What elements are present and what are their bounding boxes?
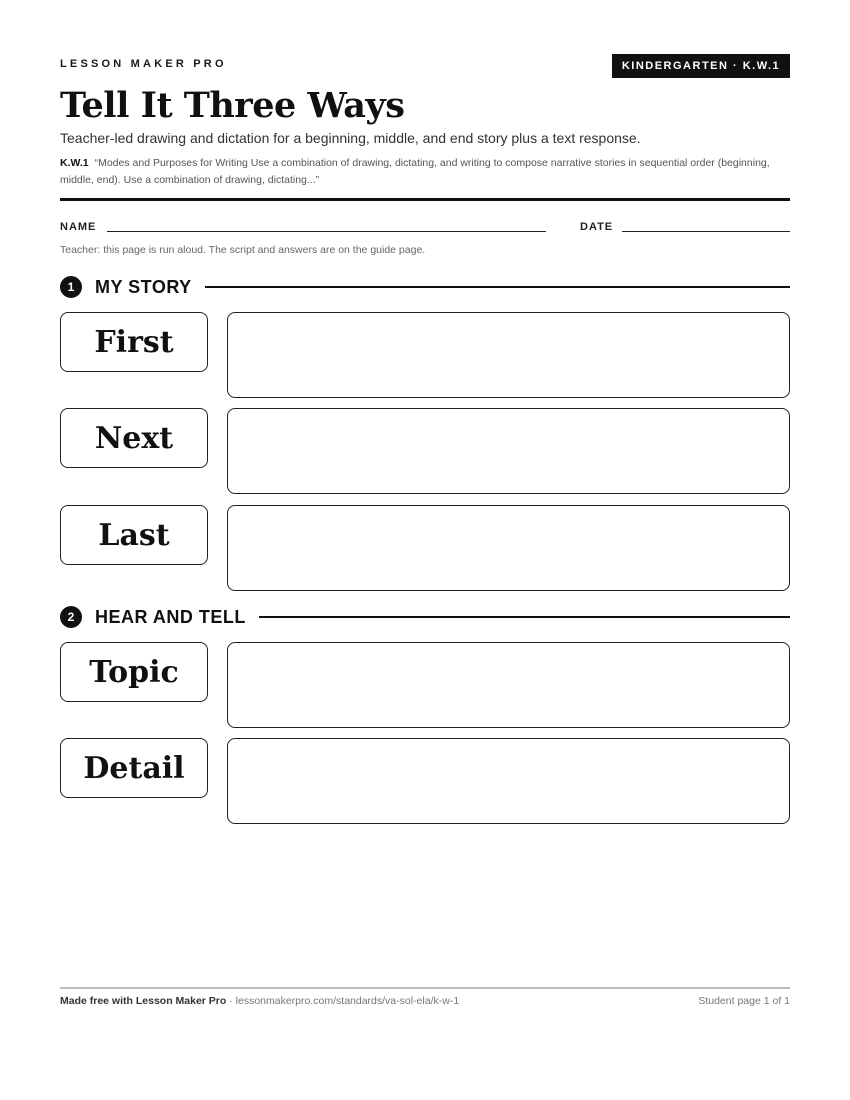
footer-url[interactable]: lessonmakerpro.com/standards/va-sol-ela/k-w-1 [235,995,460,1007]
page-title: Tell It Three Ways [60,85,405,126]
section-title: HEAR AND TELL [95,606,246,627]
label-topic: Topic [60,642,208,702]
name-field[interactable] [107,231,546,232]
section-divider [259,616,790,618]
section-my-story [60,274,790,300]
answer-box-first[interactable] [227,312,790,398]
teacher-note: Teacher: this page is run aloud. The script and answers are on the guide page. [60,244,426,256]
footer-divider [60,987,790,989]
date-label: DATE [580,221,614,233]
footer-separator: · [226,995,236,1007]
name-label: NAME [60,221,97,233]
worksheet-page [60,0,790,1100]
section-number-badge: 2 [60,606,82,628]
footer-made-with: Made free with Lesson Maker Pro [60,995,227,1007]
page-subtitle: Teacher-led drawing and dictation for a beginning, middle, and end story plus a text response. [60,130,641,146]
footer-page-info: Student page 1 of 1 [698,995,790,1007]
standard-description [60,155,790,189]
section-title: MY STORY [95,276,192,297]
answer-box-last[interactable] [227,505,790,591]
brand-name: LESSON MAKER PRO [60,58,227,70]
date-field[interactable] [622,231,790,232]
answer-box-topic[interactable] [227,642,790,728]
standard-text: “Modes and Purposes for Writing Use a combination of drawing, dictating, and writing to compose narrative stories in sequential order (beginning, middle, end). Use a combination of drawing, dictating...” [60,157,770,186]
footer-credit [60,995,459,1007]
label-last: Last [60,505,208,565]
label-first: First [60,312,208,372]
section-divider [205,286,790,288]
answer-box-detail[interactable] [227,738,790,824]
label-detail: Detail [60,738,208,798]
answer-box-next[interactable] [227,408,790,494]
header-divider [60,198,790,201]
section-hear-and-tell [60,604,790,630]
section-number-badge: 1 [60,276,82,298]
grade-badge: KINDERGARTEN · K.W.1 [612,54,790,78]
label-next: Next [60,408,208,468]
standard-code: K.W.1 [60,157,89,169]
